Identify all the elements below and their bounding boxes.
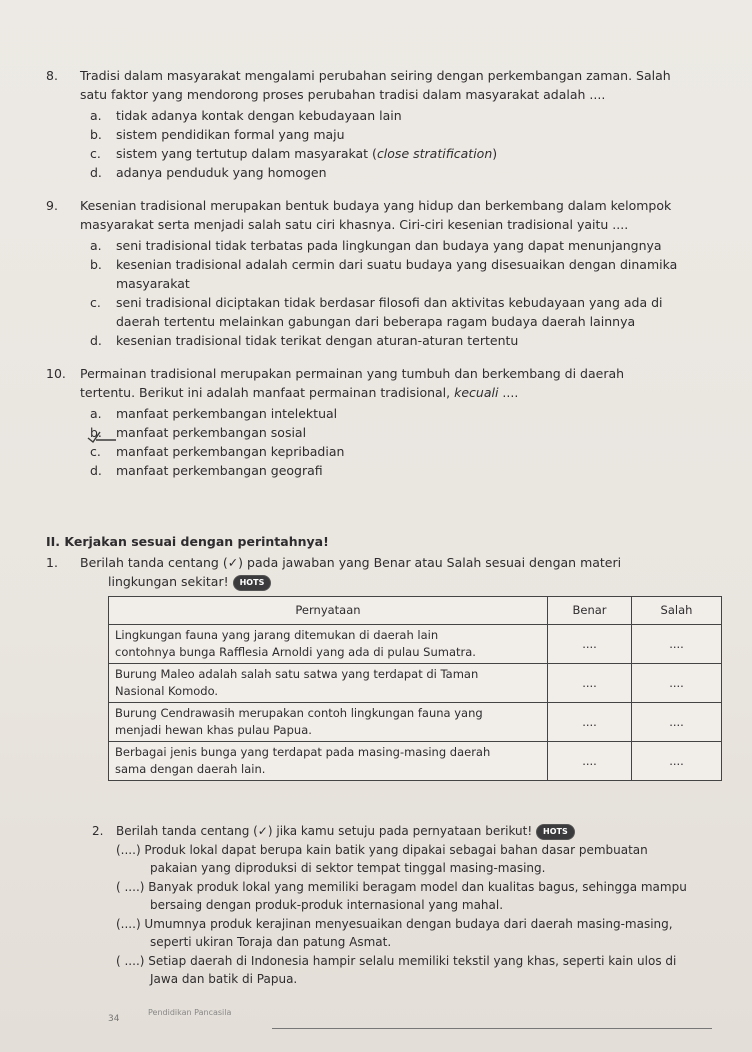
question-number: 9. <box>46 198 58 213</box>
section-heading: II. Kerjakan sesuai dengan perintahnya! <box>46 534 329 549</box>
benar-cell[interactable]: .... <box>548 664 632 703</box>
table-header-row <box>109 597 722 625</box>
option-a[interactable]: a. manfaat perkembangan intelektual <box>90 406 338 421</box>
question-text: tertentu. Berikut ini adalah manfaat permainan tradisional, kecuali .... <box>80 385 519 400</box>
task-1 <box>46 553 746 591</box>
option-c[interactable]: c. seni tradisional diciptakan tidak berdasar filosofi dan aktivitas kebudayaan yang ada di <box>90 295 663 310</box>
book-title: Pendidikan Pancasila <box>148 1008 232 1017</box>
hots-badge: HOTS <box>233 575 272 591</box>
salah-cell[interactable]: .... <box>632 625 722 664</box>
statement-item[interactable]: (....) Umumnya produk kerajinan menyesuaikan dengan budaya dari daerah masing-masing, <box>116 916 673 931</box>
option-d[interactable]: d. kesenian tradisional tidak terikat dengan aturan-aturan tertentu <box>90 333 519 348</box>
question-9 <box>46 196 746 350</box>
question-text: masyarakat serta menjadi salah satu ciri khasnya. Ciri-ciri kesenian tradisional yaitu .... <box>80 217 629 232</box>
header-pernyataan: Pernyataan <box>109 597 548 625</box>
option-b-cont: masyarakat <box>116 276 190 291</box>
question-text: Permainan tradisional merupakan permainan yang tumbuh dan berkembang di daerah <box>80 366 625 381</box>
question-text: Kesenian tradisional merupakan bentuk budaya yang hidup dan berkembang dalam kelompok <box>80 198 672 213</box>
salah-cell[interactable]: .... <box>632 664 722 703</box>
question-text: Tradisi dalam masyarakat mengalami perubahan seiring dengan perkembangan zaman. Salah <box>80 68 671 83</box>
footer-divider <box>272 1028 712 1029</box>
table-row: Berbagai jenis bunga yang terdapat pada masing-masing daerah sama dengan daerah lain. .... .... <box>109 742 722 781</box>
benar-cell[interactable]: .... <box>548 742 632 781</box>
task-number: 2. <box>92 824 104 838</box>
table-row: Burung Maleo adalah salah satu satwa yang terdapat di Taman Nasional Komodo. .... .... <box>109 664 722 703</box>
question-number: 8. <box>46 68 58 83</box>
question-text: satu faktor yang mendorong proses perubahan tradisi dalam masyarakat adalah .... <box>80 87 606 102</box>
option-c[interactable]: c. sistem yang tertutup dalam masyarakat (close stratification) <box>90 146 498 161</box>
table-row: Burung Cendrawasih merupakan contoh lingkungan fauna yang menjadi hewan khas pulau Papua. .... .... <box>109 703 722 742</box>
handwritten-check-icon <box>86 428 120 444</box>
option-b[interactable]: b. kesenian tradisional adalah cermin dari suatu budaya yang disesuaikan dengan dinamika <box>90 257 678 272</box>
statement-item[interactable]: ( ....) Setiap daerah di Indonesia hampir selalu memiliki tekstil yang khas, seperti kain ulos di <box>116 953 677 968</box>
table-row: Lingkungan fauna yang jarang ditemukan di daerah lain contohnya bunga Rafflesia Arnoldi yang ada di pulau Sumatra. .... .... <box>109 625 722 664</box>
question-10 <box>46 364 746 480</box>
benar-cell[interactable]: .... <box>548 625 632 664</box>
hots-badge: HOTS <box>536 824 575 840</box>
task-text: Berilah tanda centang (✓) pada jawaban yang Benar atau Salah sesuai dengan materi <box>80 555 622 570</box>
header-benar: Benar <box>548 597 632 625</box>
task-text: lingkungan sekitar! <box>108 574 229 589</box>
option-d[interactable]: d. adanya penduduk yang homogen <box>90 165 327 180</box>
task-2: 2. Berilah tanda centang (✓) jika kamu setuju pada pernyataan berikut! HOTS (....) Produk lokal dapat berupa kain batik yang dipakai sebagai bahan dasar pembuatan pakaian yang diproduksi di sektor tempat tinggal masing-masing. ( ....) Banyak produk lokal yang memiliki beragam model dan kualitas bagus, sehingga mampu bersaing dengan produk-produk internasional yang mahal. (....) Umumnya produk kerajinan menyesuaikan dengan budaya dari daerah masing-masing, seperti ukiran Toraja dan patung Asmat. ( ....) Setiap daerah di Indonesia hampir selalu memiliki tekstil yang khas, seperti kain ulos di Jawa dan batik di Papua. <box>92 822 722 989</box>
benar-cell[interactable]: .... <box>548 703 632 742</box>
option-c[interactable]: c. manfaat perkembangan kepribadian <box>90 444 345 459</box>
option-b[interactable]: b. sistem pendidikan formal yang maju <box>90 127 345 142</box>
option-b[interactable]: b. manfaat perkembangan sosial <box>90 425 307 440</box>
page-number: 34 <box>108 1014 120 1024</box>
salah-cell[interactable]: .... <box>632 703 722 742</box>
task-number: 1. <box>46 555 58 570</box>
salah-cell[interactable]: .... <box>632 742 722 781</box>
question-8 <box>46 66 746 182</box>
question-number: 10. <box>46 366 66 381</box>
true-false-table <box>108 596 722 781</box>
option-a[interactable]: a. tidak adanya kontak dengan kebudayaan lain <box>90 108 402 123</box>
option-d[interactable]: d. manfaat perkembangan geografi <box>90 463 323 478</box>
task-text: Berilah tanda centang (✓) jika kamu setuju pada pernyataan berikut! <box>116 824 533 838</box>
option-a[interactable]: a. seni tradisional tidak terbatas pada lingkungan dan budaya yang dapat menunjangnya <box>90 238 662 253</box>
option-c-cont: daerah tertentu melainkan gabungan dari beberapa ragam budaya daerah lainnya <box>116 314 636 329</box>
statement-item[interactable]: ( ....) Banyak produk lokal yang memiliki beragam model dan kualitas bagus, sehingga mampu <box>116 879 687 894</box>
header-salah: Salah <box>632 597 722 625</box>
statement-item[interactable]: (....) Produk lokal dapat berupa kain batik yang dipakai sebagai bahan dasar pembuatan <box>116 842 648 857</box>
